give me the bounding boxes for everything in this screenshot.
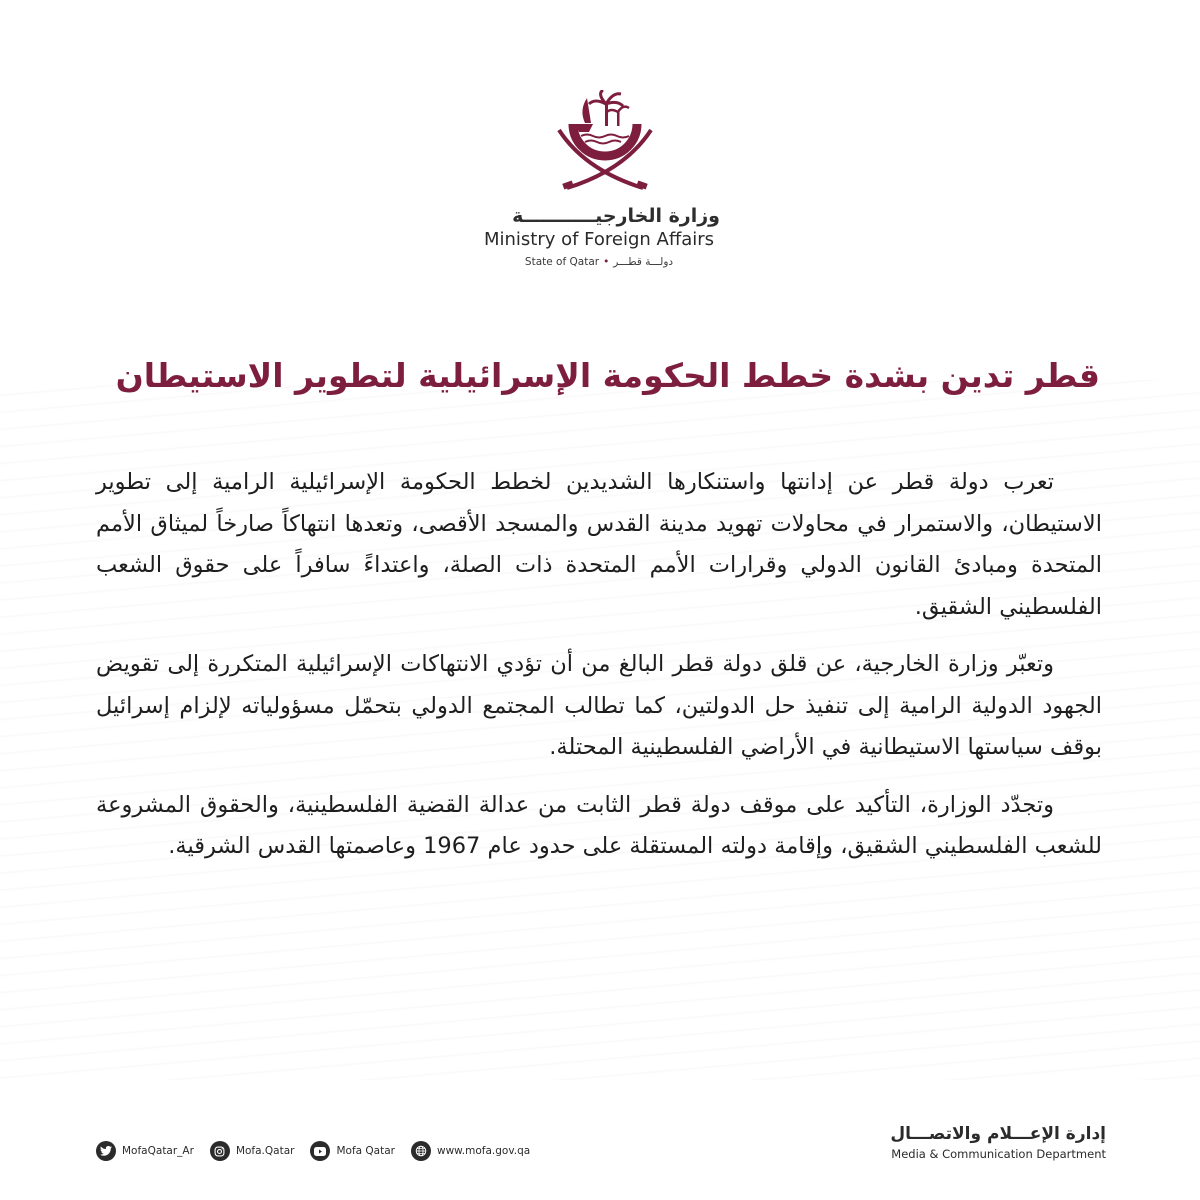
statement-paragraph: وتعبّر وزارة الخارجية، عن قلق دولة قطر البالغ من أن تؤدي الانتهاكات الإسرائيلية المتكررة إلى تقويض الجهود الدولية الرامية إلى تنفيذ حل الدولتين، كما تطالب المجتمع الدولي بتحمّل مسؤولياته لإلزام إسرائيل بوقف سياستها الاستيطانية في الأراضي الفلسطينية المحتلة. [96,651,1102,760]
instagram-link[interactable] [210,1141,295,1161]
statement-paragraph: تعرب دولة قطر عن إدانتها واستنكارها الشديدين لخطط الحكومة الإسرائيلية الرامية إلى تطوير الاستيطان، والاستمرار في محاولات تهويد مدينة القدس والمسجد الأقصى، وتعدها انتهاكاً صارخاً لميثاق الأمم المتحدة ومبادئ القانون الدولي وقرارات الأمم المتحدة ذات الصلة، واعتداءً سافراً على حقوق الشعب الفلسطيني الشقيق. [96,469,1102,620]
department-signature [830,1124,1106,1161]
statement-body [96,462,1102,884]
statement-paragraph: وتجدّد الوزارة، التأكيد على موقف دولة قطر الثابت من عدالة القضية الفلسطينية، والحقوق المشروعة للشعب الفلسطيني الشقيق، وإقامة دولته المستقلة على حدود عام 1967 وعاصمتها القدس الشرقية. [96,791,1102,859]
state-name-arabic: دولـــة قطـــر [613,256,674,268]
instagram-handle: Mofa.Qatar [235,1145,295,1157]
page-title: قطر تدين بشدة خطط الحكومة الإسرائيلية لتطوير الاستيطان [115,356,1100,395]
globe-icon [411,1141,431,1161]
twitter-link[interactable] [96,1141,194,1161]
ministry-name-english: Ministry of Foreign Affairs [483,229,715,250]
separator-dot-icon: • [603,256,610,268]
state-name-english: State of Qatar [524,256,600,268]
twitter-handle: MofaQatar_Ar [122,1145,194,1157]
qatar-emblem-icon [545,90,665,200]
state-of-qatar-line [478,256,720,268]
website-link[interactable] [411,1141,530,1161]
ministry-name-arabic: وزارة الخارجيـــــــــــة [512,205,720,227]
website-url: www.mofa.gov.qa [437,1145,531,1157]
youtube-icon [310,1141,330,1161]
youtube-link[interactable] [310,1141,395,1161]
social-links [96,1138,530,1164]
youtube-channel: Mofa Qatar [336,1145,395,1157]
department-name-arabic: إدارة الإعـــلام والاتصـــال [890,1124,1106,1144]
department-name-english: Media & Communication Department [891,1147,1106,1161]
twitter-icon [96,1141,116,1161]
instagram-icon [210,1141,230,1161]
